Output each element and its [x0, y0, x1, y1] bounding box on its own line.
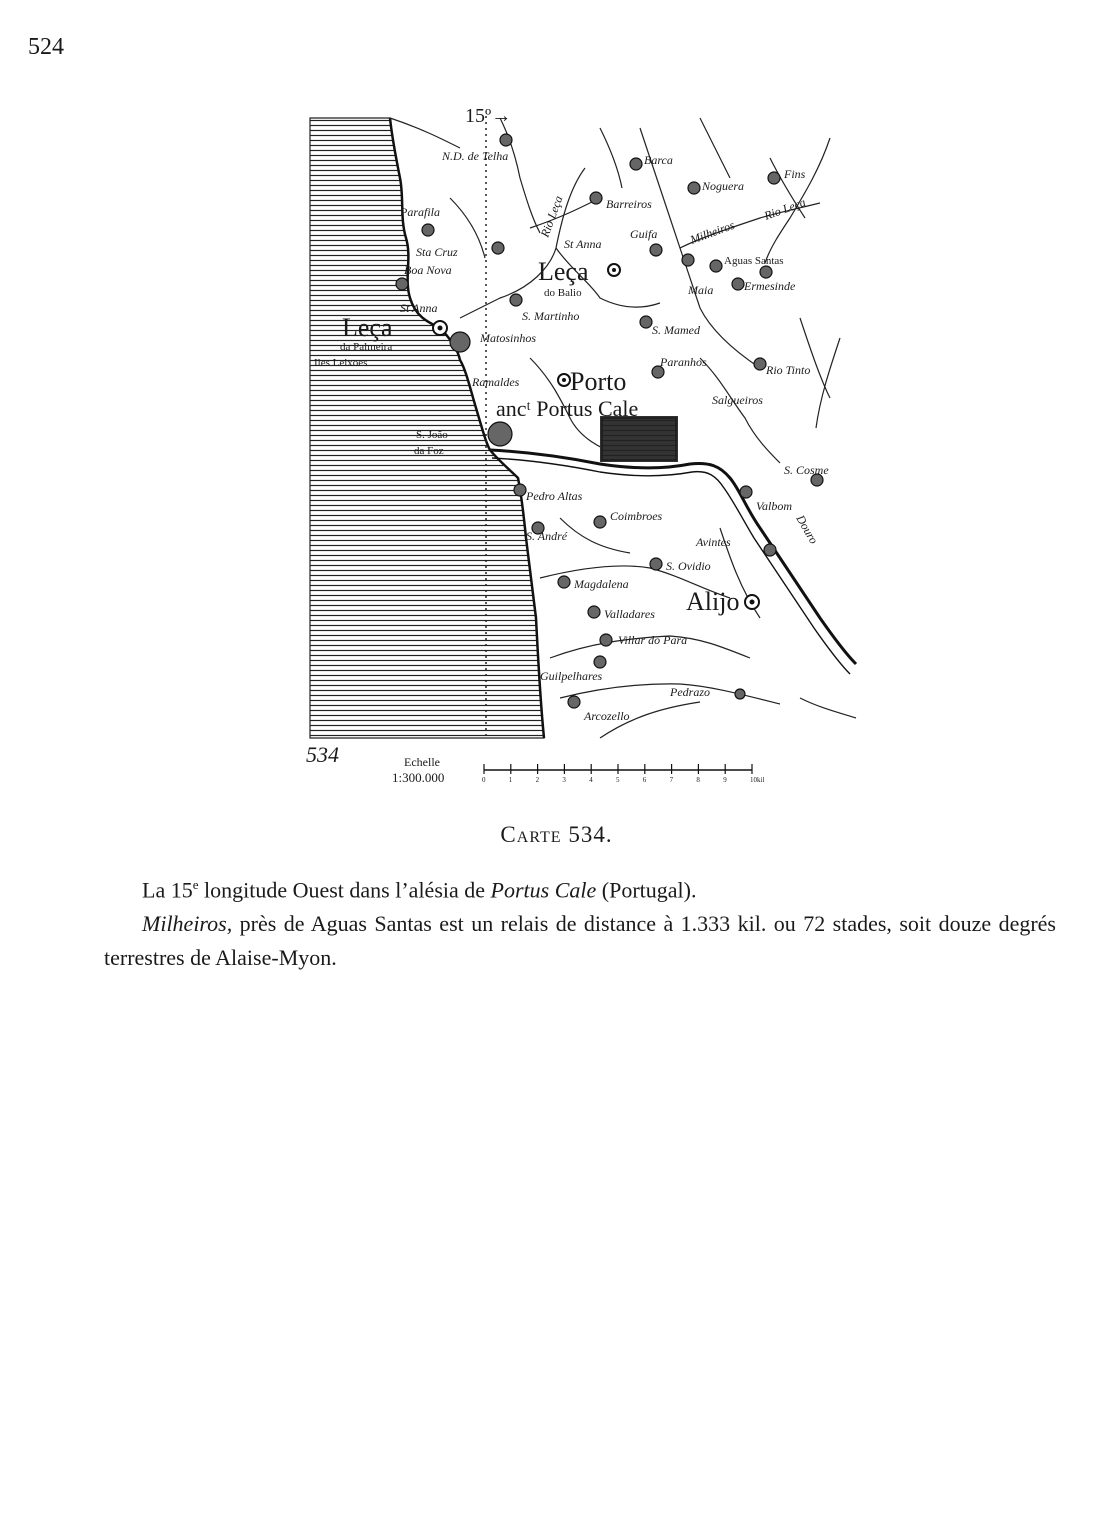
- label-porto: Porto: [570, 367, 627, 396]
- scale-label: Echelle: [404, 755, 440, 769]
- scale-tick-label: 1: [508, 776, 513, 784]
- label-ermesinde: Ermesinde: [744, 279, 796, 293]
- label-guifa: Guifa: [630, 227, 658, 241]
- label-s-mamed: S. Mamed: [652, 323, 700, 337]
- label-guilpelhares: Guilpelhares: [540, 669, 603, 683]
- label-leca-balio: Leça: [538, 257, 589, 286]
- meridian-label: 15º→: [465, 105, 512, 127]
- river-label-douro: Douro: [793, 512, 821, 547]
- river-label-rio-leca-east: Rio Leça: [762, 194, 808, 223]
- label-s-martinho: S. Martinho: [522, 309, 580, 323]
- label-barca: Barca: [644, 153, 673, 167]
- label-alijo: Alijo: [686, 587, 740, 616]
- label-noguera: Noguera: [702, 179, 744, 193]
- label-boa-nova: Boa Nova: [404, 263, 452, 277]
- label-sta-cruz: Sta Cruz: [416, 245, 458, 259]
- label-salgueiros: Salgueiros: [712, 393, 763, 407]
- label-magdalena: Magdalena: [574, 577, 629, 591]
- label-st-anna-2: St Anna: [400, 301, 438, 315]
- caption-body: [104, 868, 1056, 975]
- label-ramaldes: Ramaldes: [472, 375, 520, 389]
- label-st-anna-1: St Anna: [564, 237, 602, 251]
- label-milheiros: Milheiros: [688, 217, 737, 247]
- label-s-andre: S. André: [526, 529, 568, 543]
- scale-bar: [482, 764, 764, 784]
- scale-tick-label: 9: [723, 776, 727, 784]
- scale-ratio: 1:300.000: [392, 770, 445, 785]
- figure-number: 534: [306, 742, 339, 767]
- label-paranhos: Paranhos: [660, 355, 707, 369]
- label-pedrazo: Pedrazo: [670, 685, 710, 699]
- caption-title: Carte 534.: [500, 822, 613, 847]
- river-label-rio-leca: Rio Leça: [537, 193, 566, 240]
- label-fins: Fins: [784, 167, 806, 181]
- label-parafila: Parafila: [400, 205, 441, 219]
- label-portus-cale: ancᵗ Portus Cale: [496, 396, 639, 421]
- caption-line-1: La 15e longitude Ouest dans l’alésia de Portus Cale (Portugal).: [142, 877, 697, 903]
- label-valladares: Valladares: [604, 607, 655, 621]
- label-s-ovidio: S. Ovidio: [666, 559, 711, 573]
- page-number: 524: [28, 34, 64, 60]
- label-avintes: Avintes: [696, 535, 731, 549]
- label-leca-balio-sub: do Balio: [544, 287, 582, 299]
- label-matosinhos: Matosinhos: [480, 331, 537, 345]
- label-nd-telha: N.D. de Telha: [442, 149, 509, 163]
- scale-tick-label: 8: [696, 776, 700, 784]
- caption-line-2: Milheiros, près de Aguas Santas est un relais de distance à 1.333 kil. ou 72 stades, soit douze degrés terrestres de Alaise-Myon.: [104, 911, 1056, 971]
- label-iles-leixoes: Iles Leixoes: [314, 357, 368, 369]
- scale-tick-label: 0: [482, 776, 486, 784]
- label-s-joao-foz: S. João: [416, 429, 448, 441]
- label-villar-do-para: Villar do Para: [618, 633, 688, 647]
- douro-river: [490, 450, 856, 664]
- map-figure: [300, 98, 860, 798]
- label-pedro-altas: Pedro Altas: [526, 489, 583, 503]
- label-coimbroes: Coimbroes: [610, 509, 663, 523]
- scale-tick-label: 10kil: [750, 776, 765, 784]
- label-rio-tinto: Rio Tinto: [766, 363, 811, 377]
- label-barreiros: Barreiros: [606, 197, 652, 211]
- label-leca-palmeira-sub: da Palmeira: [340, 341, 393, 353]
- label-s-joao-foz-sub: da Foz: [414, 445, 444, 457]
- scale-tick-label: 4: [589, 776, 593, 784]
- scale-tick-label: 7: [669, 776, 674, 784]
- scale-tick-label: 5: [616, 776, 620, 784]
- label-arcozello: Arcozello: [584, 709, 630, 723]
- scale-tick-label: 3: [562, 776, 566, 784]
- label-aguas-santas: Aguas Santas: [724, 255, 784, 267]
- scale-tick-label: 6: [642, 776, 647, 784]
- label-valbom: Valbom: [756, 499, 792, 513]
- label-maia: Maia: [688, 283, 714, 297]
- label-s-cosme: S. Cosme: [784, 463, 829, 477]
- label-leca-palmeira: Leça: [342, 313, 393, 342]
- scale-tick-label: 2: [535, 776, 540, 784]
- map-svg: [300, 98, 860, 798]
